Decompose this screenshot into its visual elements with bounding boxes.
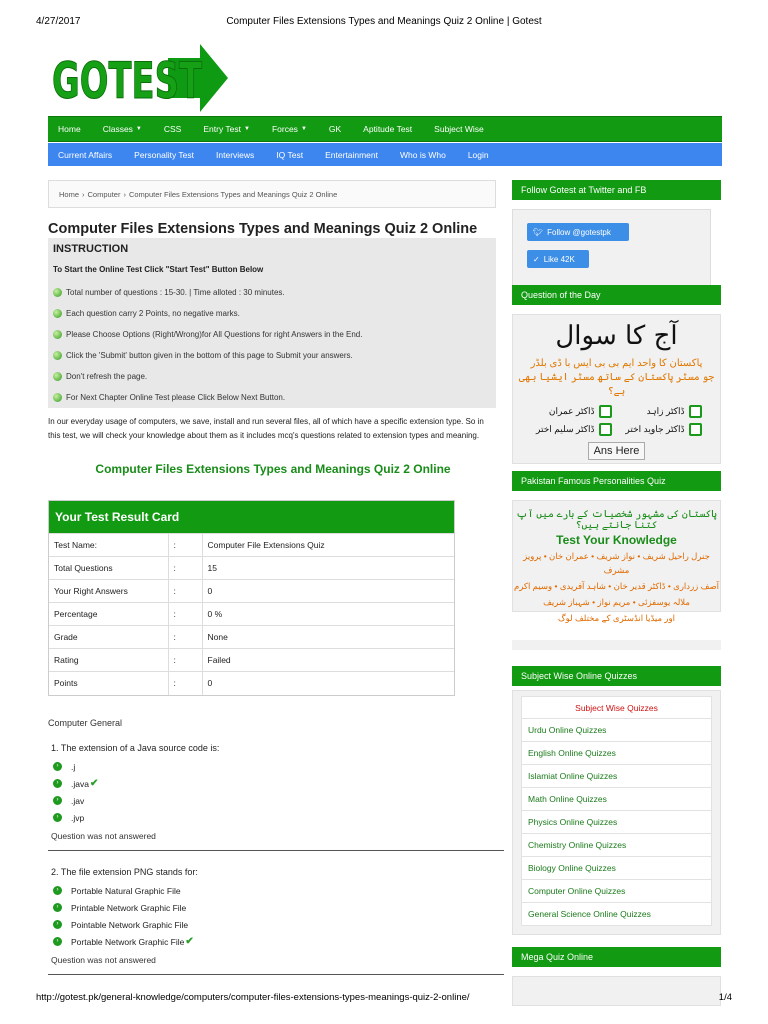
result-row <box>49 534 454 557</box>
instruction-line <box>53 303 491 324</box>
twitter-follow-button[interactable] <box>527 223 629 241</box>
primary-nav <box>48 116 722 142</box>
breadcrumb <box>48 180 496 208</box>
answer-option-text: .jvp <box>71 812 85 823</box>
instruction-line-text: Don't refresh the page. <box>66 372 148 381</box>
subnav-item-current-affairs[interactable]: Current Affairs <box>58 149 113 160</box>
caret-down-icon: ▼ <box>135 126 142 132</box>
result-separator: : <box>168 557 202 580</box>
qotd-question-line2: جو مسٹر پاکستان کے ساتھ مسٹر ایشیا بھی ہے؟ <box>518 372 715 397</box>
green-bullet-icon <box>53 351 62 360</box>
instruction-line-text: Each question carry 2 Points, no negative marks. <box>66 309 240 318</box>
nav-item-home[interactable] <box>58 124 81 134</box>
personalities-widget <box>512 471 721 623</box>
nav-item-label: Home <box>58 124 81 134</box>
answer-option[interactable] <box>53 809 504 826</box>
question-item <box>48 743 504 851</box>
result-row <box>49 649 454 672</box>
subject-quiz-link[interactable]: Computer Online Quizzes <box>521 880 712 903</box>
answer-option[interactable] <box>53 792 504 809</box>
qotd-option-label: ڈاکٹر سلیم اختر <box>536 424 595 434</box>
qotd-option[interactable] <box>532 423 612 436</box>
subject-quiz-link[interactable]: Islamiat Online Quizzes <box>521 765 712 788</box>
personalities-names-2: آصف زرداری • ڈاکٹر قدیر خان • شاہد آفریدی • وسیم اکرم <box>513 581 720 591</box>
arrow-bullet-icon: › <box>53 796 62 805</box>
result-value: Failed <box>202 649 454 672</box>
subject-quizzes-title: Subject Wise Quizzes <box>521 696 712 719</box>
result-label: Your Right Answers <box>49 580 168 603</box>
sidebar-spacer <box>512 640 721 650</box>
result-separator: : <box>168 626 202 649</box>
result-value: 0 % <box>202 603 454 626</box>
nav-item-label: Forces <box>271 124 298 134</box>
print-page-number: 1/4 <box>718 992 732 1003</box>
result-card <box>48 500 455 696</box>
green-bullet-icon <box>53 309 62 318</box>
subject-quiz-link[interactable]: Biology Online Quizzes <box>521 857 712 880</box>
print-url: http://gotest.pk/general-knowledge/computers/computer-files-extensions-types-meanings-quiz-2-online/ <box>36 992 470 1003</box>
subnav-item-login[interactable]: Login <box>467 149 489 160</box>
answer-option-text: Pointable Network Graphic File <box>71 919 189 930</box>
caret-down-icon: ▼ <box>300 126 307 132</box>
qotd-widget <box>512 285 721 464</box>
checkmark-icon: ✔ <box>185 936 194 947</box>
arrow-bullet-icon: › <box>53 937 62 946</box>
result-value: 15 <box>202 557 454 580</box>
checkbox-icon <box>689 423 702 436</box>
subject-quiz-link[interactable]: General Science Online Quizzes <box>521 903 712 926</box>
result-row <box>49 626 454 649</box>
qotd-option[interactable] <box>622 423 702 436</box>
instruction-line-text: For Next Chapter Online Test please Click Below Next Button. <box>66 393 286 402</box>
twitter-bird-icon: 🐦︎ <box>533 227 544 237</box>
answer-option-text: .jav <box>71 795 85 806</box>
subnav-item-entertainment[interactable]: Entertainment <box>325 149 378 160</box>
instruction-line <box>53 324 491 345</box>
question-status: Question was not answered <box>51 955 156 965</box>
qotd-question-line1: پاکستان کا واحد ایم بی بی ایس با ڈی بلڈر <box>530 358 703 369</box>
question-item <box>48 867 504 975</box>
nav-item-classes[interactable] <box>103 124 142 134</box>
subnav-item-iq-test[interactable]: IQ Test <box>276 149 304 160</box>
result-label: Rating <box>49 649 168 672</box>
answer-option[interactable] <box>53 899 504 916</box>
nav-item-css[interactable] <box>164 124 181 134</box>
answer-option[interactable] <box>53 916 504 933</box>
print-date: 4/27/2017 <box>36 16 81 27</box>
follow-widget <box>512 180 721 287</box>
answer-option-text: Portable Network Graphic File <box>71 936 185 947</box>
nav-item-label: GK <box>328 124 342 134</box>
nav-item-label: CSS <box>163 124 182 134</box>
breadcrumb-home[interactable]: Home <box>59 189 80 199</box>
answer-here-button[interactable]: Ans Here <box>588 442 646 460</box>
qotd-option-label: ڈاکٹر جاوید اختر <box>625 424 685 434</box>
instruction-line-text: Total number of questions : 15-30. | Time alloted : 30 minutes. <box>66 288 285 297</box>
answer-option-text: Printable Network Graphic File <box>71 902 187 913</box>
instruction-subheading: To Start the Online Test Click "Start Test" Button Below <box>53 265 264 274</box>
arrow-bullet-icon: › <box>53 886 62 895</box>
result-separator: : <box>168 672 202 695</box>
result-separator: : <box>168 603 202 626</box>
result-label: Test Name: <box>49 534 168 557</box>
gotest-logo[interactable] <box>50 42 230 114</box>
facebook-like-button[interactable] <box>527 250 589 268</box>
qotd-option[interactable] <box>532 405 612 418</box>
instruction-line-text: Click the 'Submit' button given in the bottom of this page to Submit your answers. <box>66 351 353 360</box>
qotd-heading: Question of the Day <box>512 285 721 305</box>
checkbox-icon <box>689 405 702 418</box>
quiz-subtitle: Computer Files Extensions Types and Meanings Quiz 2 Online <box>95 462 451 476</box>
result-label: Grade <box>49 626 168 649</box>
answer-option[interactable] <box>53 775 504 792</box>
follow-heading: Follow Gotest at Twitter and FB <box>512 180 721 200</box>
nav-item-forces[interactable] <box>272 124 307 134</box>
print-title: Computer Files Extensions Types and Meanings Quiz 2 Online | Gotest <box>226 16 542 27</box>
result-card-heading: Your Test Result Card <box>49 501 454 533</box>
question-text: 1. The extension of a Java source code is: <box>51 743 220 753</box>
breadcrumb-separator: › <box>82 189 85 199</box>
page-title: Computer Files Extensions Types and Meanings Quiz 2 Online <box>48 221 478 237</box>
qotd-option[interactable] <box>622 405 702 418</box>
subnav-item-who-is-who[interactable]: Who is Who <box>400 149 446 160</box>
arrow-bullet-icon: › <box>53 762 62 771</box>
instruction-line <box>53 387 491 408</box>
instruction-line-text: Please Choose Options (Right/Wrong)for All Questions for right Answers in the End. <box>66 330 363 339</box>
logo-text: GOTEST <box>52 52 202 110</box>
arrow-bullet-icon: › <box>53 920 62 929</box>
subject-quiz-link[interactable]: English Online Quizzes <box>521 742 712 765</box>
secondary-nav <box>48 143 722 166</box>
subject-quizzes-widget <box>512 666 721 935</box>
green-bullet-icon <box>53 393 62 402</box>
result-label: Total Questions <box>49 557 168 580</box>
print-footer <box>36 992 732 1006</box>
twitter-follow-label: Follow @gotestpk <box>547 227 611 237</box>
answer-option-text: Portable Natural Graphic File <box>71 885 181 896</box>
qotd-title: آج کا سوال <box>555 321 678 351</box>
green-bullet-icon <box>53 288 62 297</box>
instruction-heading: INSTRUCTION <box>53 243 129 255</box>
mega-quiz-heading: Mega Quiz Online <box>512 947 721 967</box>
nav-item-label: Entry Test <box>203 124 241 134</box>
question-status: Question was not answered <box>51 831 156 841</box>
subject-quiz-link[interactable]: Chemistry Online Quizzes <box>521 834 712 857</box>
nav-item-label: Classes <box>102 124 133 134</box>
print-header <box>36 16 732 30</box>
instruction-box <box>48 238 496 408</box>
result-separator: : <box>168 649 202 672</box>
nav-item-aptitude-test[interactable] <box>363 124 412 134</box>
question-text: 2. The file extension PNG stands for: <box>51 867 198 877</box>
instruction-line <box>53 366 491 387</box>
answer-option[interactable] <box>53 933 504 950</box>
green-bullet-icon <box>53 372 62 381</box>
arrow-bullet-icon: › <box>53 779 62 788</box>
green-bullet-icon <box>53 330 62 339</box>
nav-item-entry-test[interactable] <box>203 124 250 134</box>
nav-item-gk[interactable] <box>329 124 341 134</box>
answer-option[interactable] <box>53 882 504 899</box>
result-row <box>49 580 454 603</box>
nav-item-label: Aptitude Test <box>363 124 413 134</box>
subject-quizzes-heading: Subject Wise Online Quizzes <box>512 666 721 686</box>
result-separator: : <box>168 534 202 557</box>
answer-option-text: .j <box>71 761 76 772</box>
like-check-icon: ✓ <box>533 254 540 264</box>
subject-quiz-link[interactable]: Urdu Online Quizzes <box>521 719 712 742</box>
breadcrumb-computer[interactable]: Computer <box>87 189 121 199</box>
result-value: None <box>202 626 454 649</box>
personalities-names-3: ملالہ یوسفزئی • مریم نواز • شہباز شریف <box>543 597 690 607</box>
subnav-item-interviews[interactable]: Interviews <box>216 149 255 160</box>
question-divider <box>48 974 504 975</box>
facebook-like-label: Like 42K <box>543 254 575 264</box>
result-value: 0 <box>202 672 454 695</box>
arrow-bullet-icon: › <box>53 813 62 822</box>
result-row <box>49 557 454 580</box>
answer-option-text: .java <box>71 778 89 789</box>
result-row <box>49 672 454 695</box>
result-value: Computer File Extensions Quiz <box>202 534 454 557</box>
personalities-english-title: Test Your Knowledge <box>556 533 677 547</box>
result-table <box>49 533 454 695</box>
subject-quiz-link[interactable]: Physics Online Quizzes <box>521 811 712 834</box>
personalities-heading: Pakistan Famous Personalities Quiz <box>512 471 721 491</box>
breadcrumb-separator: › <box>123 189 126 199</box>
result-separator: : <box>168 580 202 603</box>
checkmark-icon: ✔ <box>89 778 99 789</box>
personalities-names-1: جنرل راحیل شریف • نواز شریف • عمران خان • پرویز مشرف <box>523 551 710 575</box>
result-label: Percentage <box>49 603 168 626</box>
result-label: Points <box>49 672 168 695</box>
personalities-urdu-line: پاکستان کی مشہور شخصیات کے بارے میں آپ کتنا جانتے ہیں؟ <box>515 509 718 531</box>
instruction-line <box>53 345 491 366</box>
personalities-names-4: اور میڈیا انڈسٹری کے مختلف لوگ <box>558 613 675 623</box>
question-divider <box>48 850 504 851</box>
qotd-option-label: ڈاکٹر عمران <box>548 406 595 416</box>
answer-option[interactable] <box>53 758 504 775</box>
question-section <box>48 718 504 991</box>
caret-down-icon: ▼ <box>244 126 250 132</box>
instruction-line <box>53 282 491 303</box>
nav-item-subject-wise[interactable] <box>434 124 484 134</box>
checkbox-icon <box>599 405 612 418</box>
breadcrumb-current: Computer Files Extensions Types and Meanings Quiz 2 Online <box>128 189 338 199</box>
question-category: Computer General <box>48 718 123 728</box>
arrow-bullet-icon: › <box>53 903 62 912</box>
intro-text: In our everyday usage of computers, we save, install and run several files, all of which have a specific extension type. So in this test, we will check your knowledge about them as it includes mcq's questions related to extension types and meaning. <box>48 417 484 440</box>
subject-quiz-link[interactable]: Math Online Quizzes <box>521 788 712 811</box>
subnav-item-personality-test[interactable]: Personality Test <box>134 149 195 160</box>
checkbox-icon <box>599 423 612 436</box>
qotd-option-label: ڈاکٹر زاہد <box>646 406 685 416</box>
personalities-banner[interactable] <box>512 500 721 623</box>
result-row <box>49 603 454 626</box>
result-value: 0 <box>202 580 454 603</box>
nav-item-label: Subject Wise <box>434 124 484 134</box>
